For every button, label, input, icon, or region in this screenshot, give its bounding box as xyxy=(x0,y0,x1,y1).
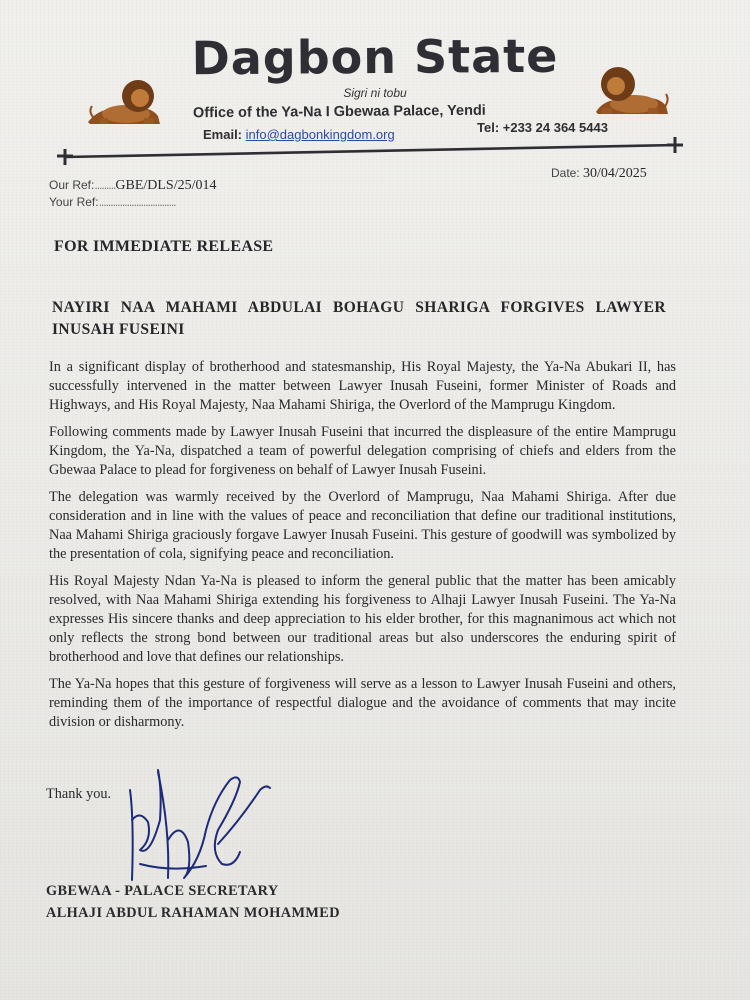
our-ref-label: Our Ref: xyxy=(49,178,95,192)
letterhead-office: Office of the Ya-Na I Gbewaa Palace, Yendi xyxy=(192,102,486,122)
date-row xyxy=(551,166,647,182)
lion-icon xyxy=(592,60,670,116)
body-paragraph: The delegation was warmly received by the Overlord of Mamprugu, Naa Mahami Shiriga. After due consideration and in line with the values of peace and reconciliation that define our traditional institutions, Naa Mahami Shiriga graciously forgave Lawyer Inusah Fuseini. This gesture of goodwill was symbolized by the presentation of cola, signifying peace and reconciliation. xyxy=(49,489,676,562)
date-value: 30/04/2025 xyxy=(583,166,647,181)
our-ref-value: GBE/DLS/25/014 xyxy=(115,178,217,193)
signatory-name: ALHAJI ABDUL RAHAMAN MOHAMMED xyxy=(46,905,340,921)
letterhead-motto: Sigri ni tobu xyxy=(343,86,407,100)
cross-ornament-icon xyxy=(57,149,73,165)
letterhead-rule xyxy=(55,135,687,165)
body-paragraph: In a significant display of brotherhood and statesmanship, His Royal Majesty, the Ya-Na Abukari II, has successfully intervened in the matter between Lawyer Inusah Fuseini, former Minister of Roads and Highways, and His Royal Majesty, Naa Mahami Shiriga, the Overlord of the Mamprugu Kingdom. xyxy=(49,359,676,413)
our-ref-row: Our Ref:.........GBE/DLS/25/014 xyxy=(49,178,217,193)
email-label: Email: xyxy=(203,127,243,142)
headline: NAYIRI NAA MAHAMI ABDULAI BOHAGU SHARIGA FORGIVES LAWYER INUSAH FUSEINI xyxy=(52,299,666,338)
lion-icon xyxy=(86,72,162,126)
body-paragraph: The Ya-Na hopes that this gesture of forgiveness will serve as a lesson to Lawyer Inusah Fuseini and others, reminding them of the importance of respectful dialogue and the avoidance of comments that may incite division or disharmony. xyxy=(49,676,676,730)
cross-ornament-icon xyxy=(667,137,683,153)
letterhead-tel: Tel: +233 24 364 5443 xyxy=(477,120,608,135)
signatory-title: GBEWAA - PALACE SECRETARY xyxy=(46,883,279,899)
release-label: FOR IMMEDIATE RELEASE xyxy=(54,238,274,255)
closing: Thank you. xyxy=(46,786,112,802)
date-label: Date: xyxy=(551,166,580,180)
body-paragraph: His Royal Majesty Ndan Ya-Na is pleased to inform the general public that the matter has been amicably resolved, with Naa Mahami Shiriga extending his forgiveness to Alhaji Lawyer Inusah Fuseini. The Ya-Na expresses His sincere thanks and deep appreciation to his elder brother, for this magnanimous act which not only reflects the strong bond between our traditional areas but also underscores the enduring spirit of brotherhood and love that defines our relationships. xyxy=(49,573,676,665)
your-ref-row: Your Ref:................................. xyxy=(49,195,176,209)
letterhead-title: Dagbon State xyxy=(191,28,559,86)
your-ref-label: Your Ref: xyxy=(49,195,99,209)
body-paragraph: Following comments made by Lawyer Inusah Fuseini that incurred the displeasure of the entire Mamprugu Kingdom, the Ya-Na, dispatched a team of powerful delegation comprising of chiefs and elders from the Gbewaa Palace to plead for forgiveness on behalf of Lawyer Inusah Fuseini. xyxy=(49,424,676,478)
email-link[interactable]: info@dagbonkingdom.org xyxy=(245,127,395,142)
letter-body xyxy=(49,358,676,740)
handwritten-signature xyxy=(110,760,280,890)
reference-block xyxy=(49,177,217,210)
